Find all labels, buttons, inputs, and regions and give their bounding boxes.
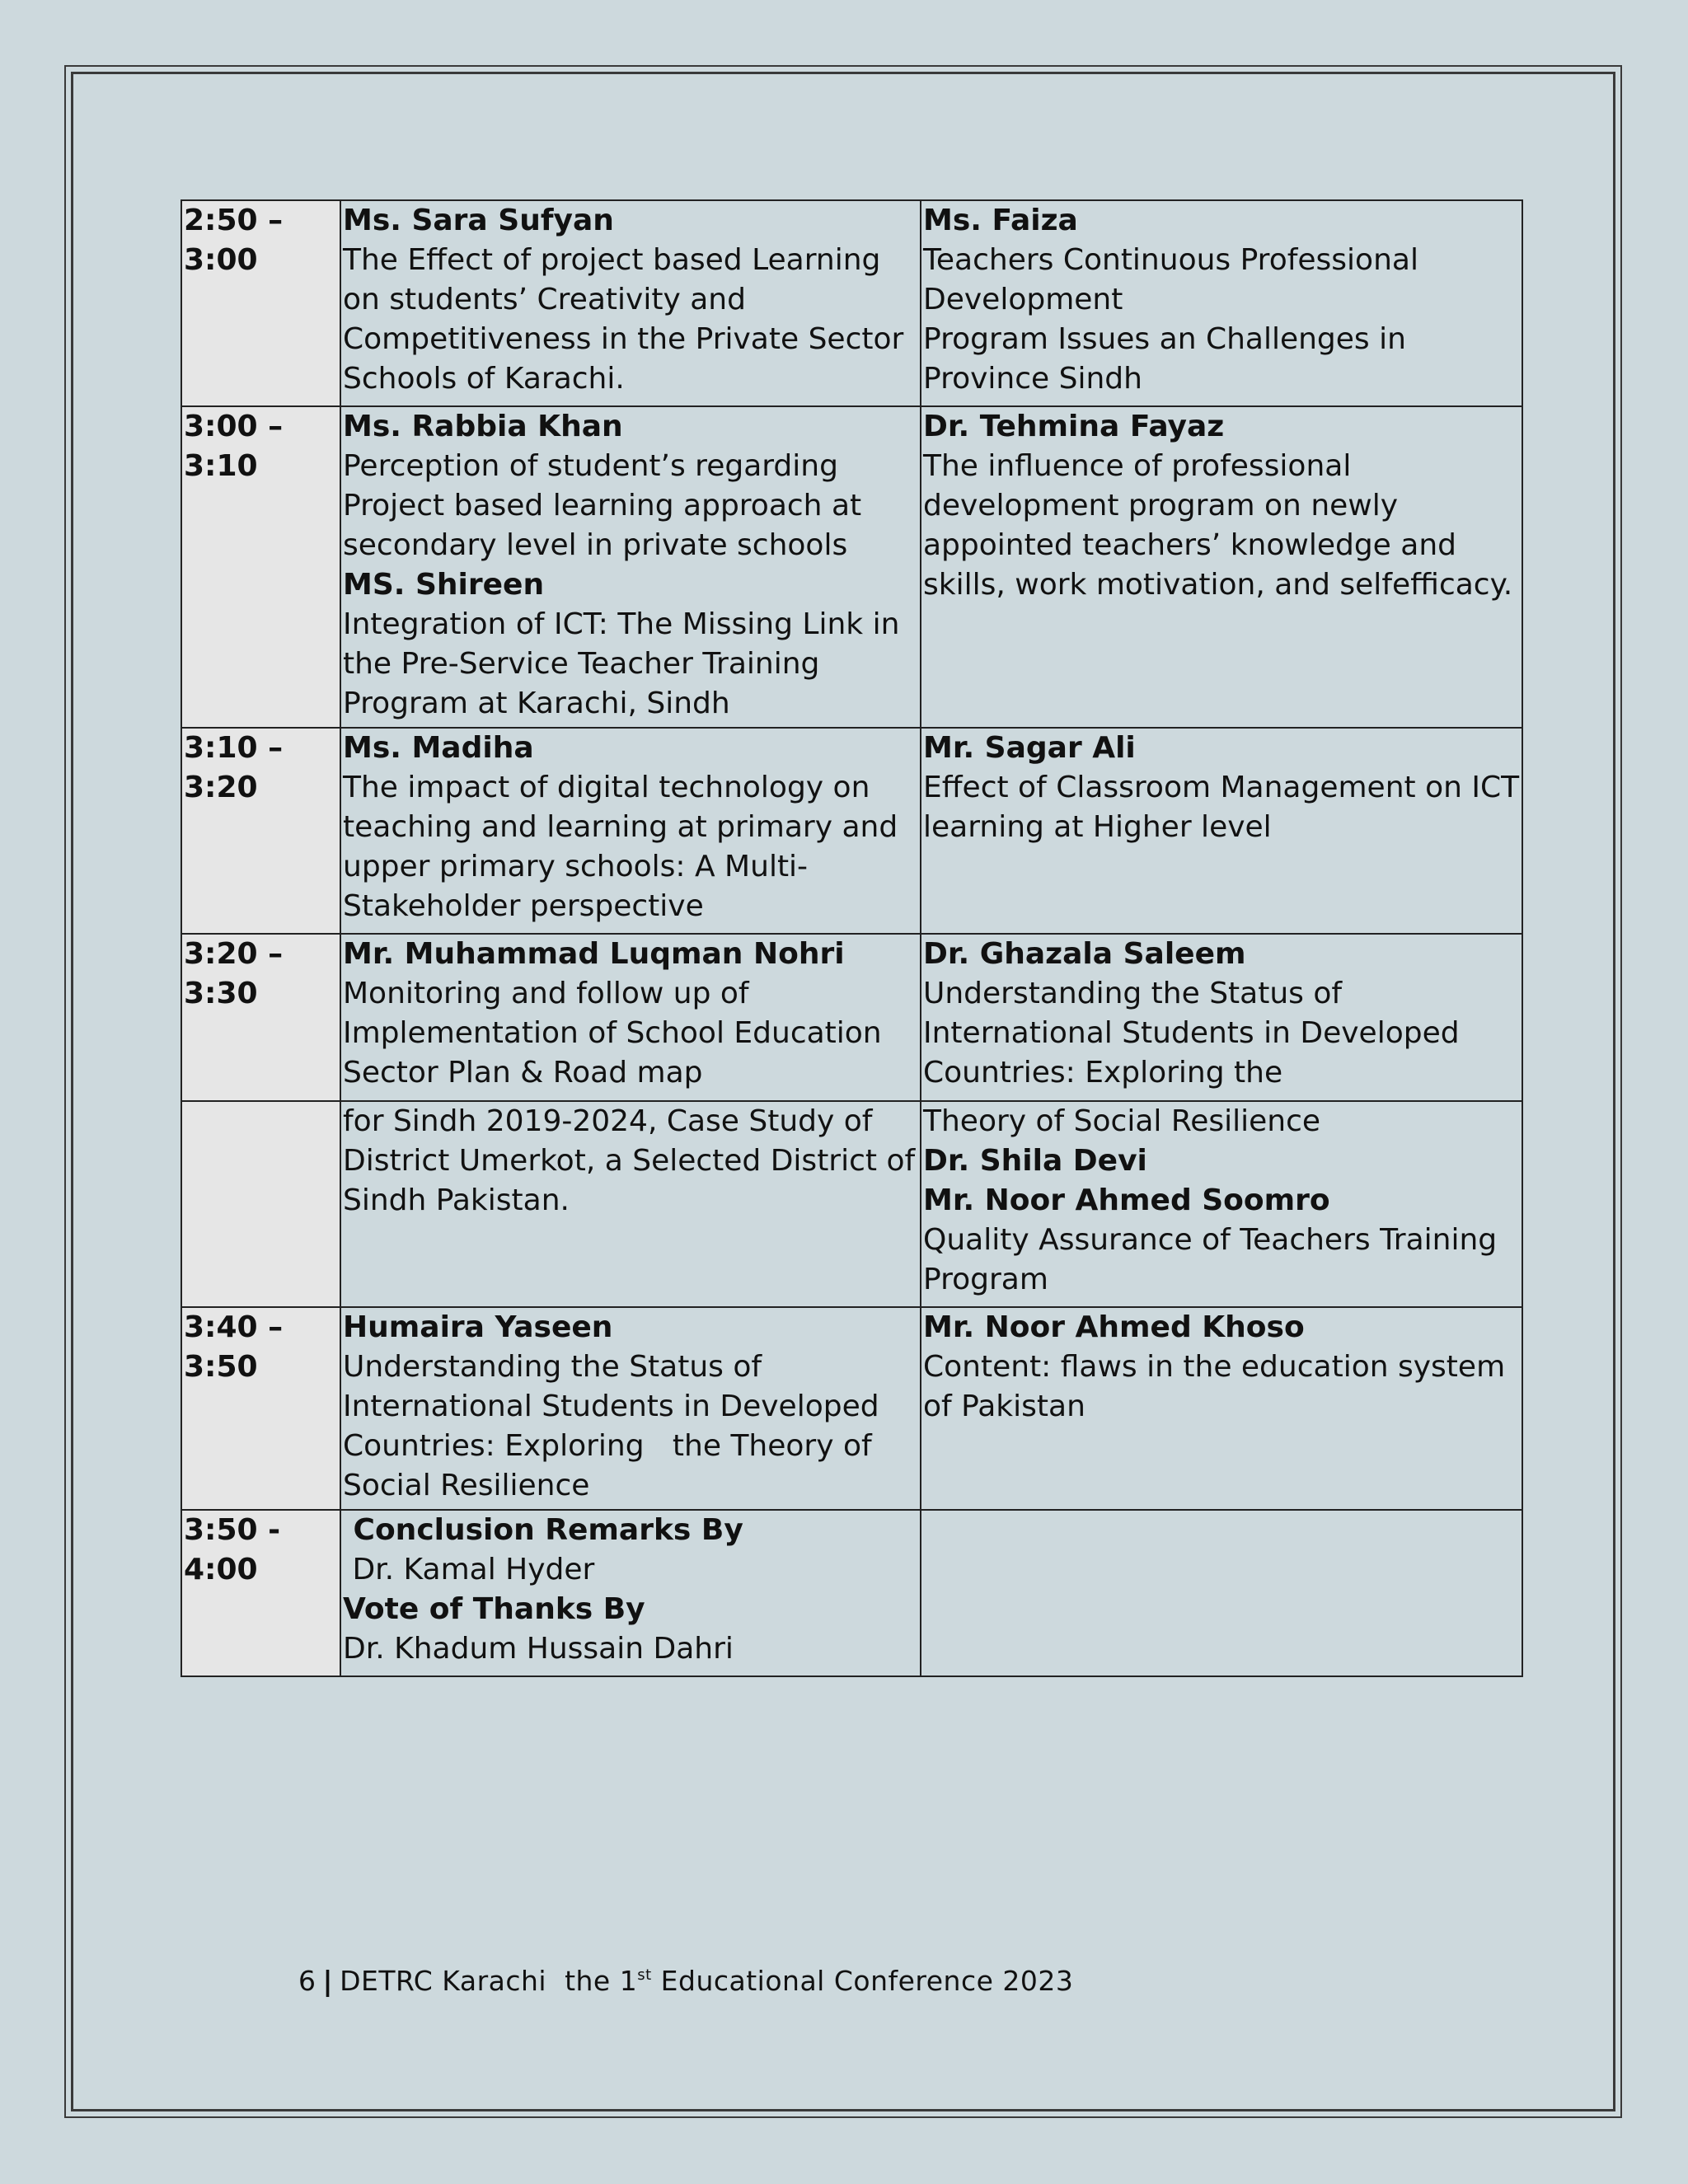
- time-cell: [181, 934, 340, 1101]
- time-end: 3:50: [184, 1350, 258, 1384]
- session-cell-2: [921, 406, 1522, 728]
- session-cell-2: [921, 934, 1522, 1101]
- time-start: 3:50 -: [184, 1513, 281, 1547]
- table-row: [181, 728, 1522, 934]
- paper-title: Program Issues an Challenges in Province Sindh: [923, 322, 1406, 396]
- time-end: 3:00: [184, 243, 258, 277]
- time-end: 3:30: [184, 977, 258, 1010]
- time-start: 3:40 –: [184, 1310, 284, 1344]
- table-row: [181, 406, 1522, 728]
- session-cell-2: [921, 200, 1522, 406]
- session-cell-1: [340, 728, 921, 934]
- paper-title: Teachers Continuous Professional Development: [923, 243, 1418, 316]
- presenter-name: Mr. Noor Ahmed Soomro: [923, 1183, 1330, 1217]
- presenter-name: Dr. Tehmina Fayaz: [923, 410, 1225, 443]
- session-cell-1: [340, 200, 921, 406]
- presenter-name: Ms. Madiha: [343, 731, 534, 765]
- table-row: [181, 200, 1522, 406]
- time-start: 3:20 –: [184, 937, 284, 971]
- time-start: 2:50 –: [184, 204, 284, 237]
- time-cell: [181, 1101, 340, 1307]
- presenter-name: Mr. Sagar Ali: [923, 731, 1136, 765]
- footer-separator: |: [322, 1965, 334, 1997]
- closing-speaker: Dr. Kamal Hyder: [343, 1553, 595, 1586]
- closing-role: Vote of Thanks By: [343, 1592, 645, 1626]
- paper-title: Theory of Social Resilience: [923, 1104, 1321, 1138]
- presenter-name: Ms. Sara Sufyan: [343, 204, 614, 237]
- paper-title: Understanding the Status of International Students in Developed Countries: Exploring the Theory of Social Resilience: [343, 1350, 889, 1502]
- paper-title: The influence of professional development program on newly appointed teachers’ knowledge and skills, work motivation, and selfefficacy.: [923, 449, 1513, 602]
- paper-title: The Effect of project based Learning on students’ Creativity and Competitiveness in the Private Sector Schools of Karachi.: [343, 243, 904, 396]
- time-end: 3:20: [184, 771, 258, 804]
- page-footer: [298, 1965, 1073, 1997]
- page-number: 6: [298, 1965, 316, 1997]
- paper-title: The impact of digital technology on teaching and learning at primary and upper primary schools: A Multi-Stakeholder perspective: [343, 771, 898, 923]
- session-cell-1: [340, 1510, 921, 1676]
- paper-title: Perception of student’s regarding Project based learning approach at secondary level in private schools: [343, 449, 862, 562]
- session-cell-2: [921, 1510, 1522, 1676]
- closing-speaker: Dr. Khadum Hussain Dahri: [343, 1632, 734, 1666]
- time-cell: [181, 1307, 340, 1510]
- presenter-name: Dr. Ghazala Saleem: [923, 937, 1246, 971]
- paper-title: Effect of Classroom Management on ICT learning at Higher level: [923, 771, 1520, 844]
- paper-title: Understanding the Status of International Students in Developed Countries: Exploring the: [923, 977, 1460, 1090]
- presenter-name: Humaira Yaseen: [343, 1310, 613, 1344]
- footer-title: DETRC Karachi the 1: [340, 1965, 638, 1997]
- paper-title: for Sindh 2019-2024, Case Study of District Umerkot, a Selected District of Sindh Pakistan.: [343, 1104, 916, 1217]
- session-cell-2: [921, 1307, 1522, 1510]
- session-cell-1: [340, 1101, 921, 1307]
- session-cell-1: [340, 934, 921, 1101]
- footer-superscript: st: [637, 1966, 652, 1984]
- table-row: [181, 1101, 1522, 1307]
- footer-title-rest: Educational Conference 2023: [651, 1965, 1074, 1997]
- time-start: 3:10 –: [184, 731, 284, 765]
- session-cell-1: [340, 1307, 921, 1510]
- closing-role: Conclusion Remarks By: [343, 1513, 743, 1547]
- paper-title: Integration of ICT: The Missing Link in the Pre-Service Teacher Training Program at Karachi, Sindh: [343, 607, 900, 720]
- presenter-name: MS. Shireen: [343, 568, 545, 602]
- table-row: [181, 1307, 1522, 1510]
- paper-title: Monitoring and follow up of Implementation of School Education Sector Plan & Road map: [343, 977, 882, 1090]
- presenter-name: Mr. Noor Ahmed Khoso: [923, 1310, 1305, 1344]
- presenter-name: Ms. Faiza: [923, 204, 1078, 237]
- session-cell-2: [921, 728, 1522, 934]
- presenter-name: Dr. Shila Devi: [923, 1144, 1147, 1178]
- time-start: 3:00 –: [184, 410, 284, 443]
- table-row: [181, 934, 1522, 1101]
- time-cell: [181, 406, 340, 728]
- session-cell-2: [921, 1101, 1522, 1307]
- session-cell-1: [340, 406, 921, 728]
- time-cell: [181, 200, 340, 406]
- time-end: 4:00: [184, 1553, 258, 1586]
- schedule-table: [181, 199, 1523, 1677]
- paper-title: Content: flaws in the education system of Pakistan: [923, 1350, 1506, 1423]
- time-cell: [181, 728, 340, 934]
- time-end: 3:10: [184, 449, 258, 483]
- table-row: [181, 1510, 1522, 1676]
- time-cell: [181, 1510, 340, 1676]
- presenter-name: Ms. Rabbia Khan: [343, 410, 623, 443]
- paper-title: Quality Assurance of Teachers Training Program: [923, 1223, 1498, 1296]
- presenter-name: Mr. Muhammad Luqman Nohri: [343, 937, 845, 971]
